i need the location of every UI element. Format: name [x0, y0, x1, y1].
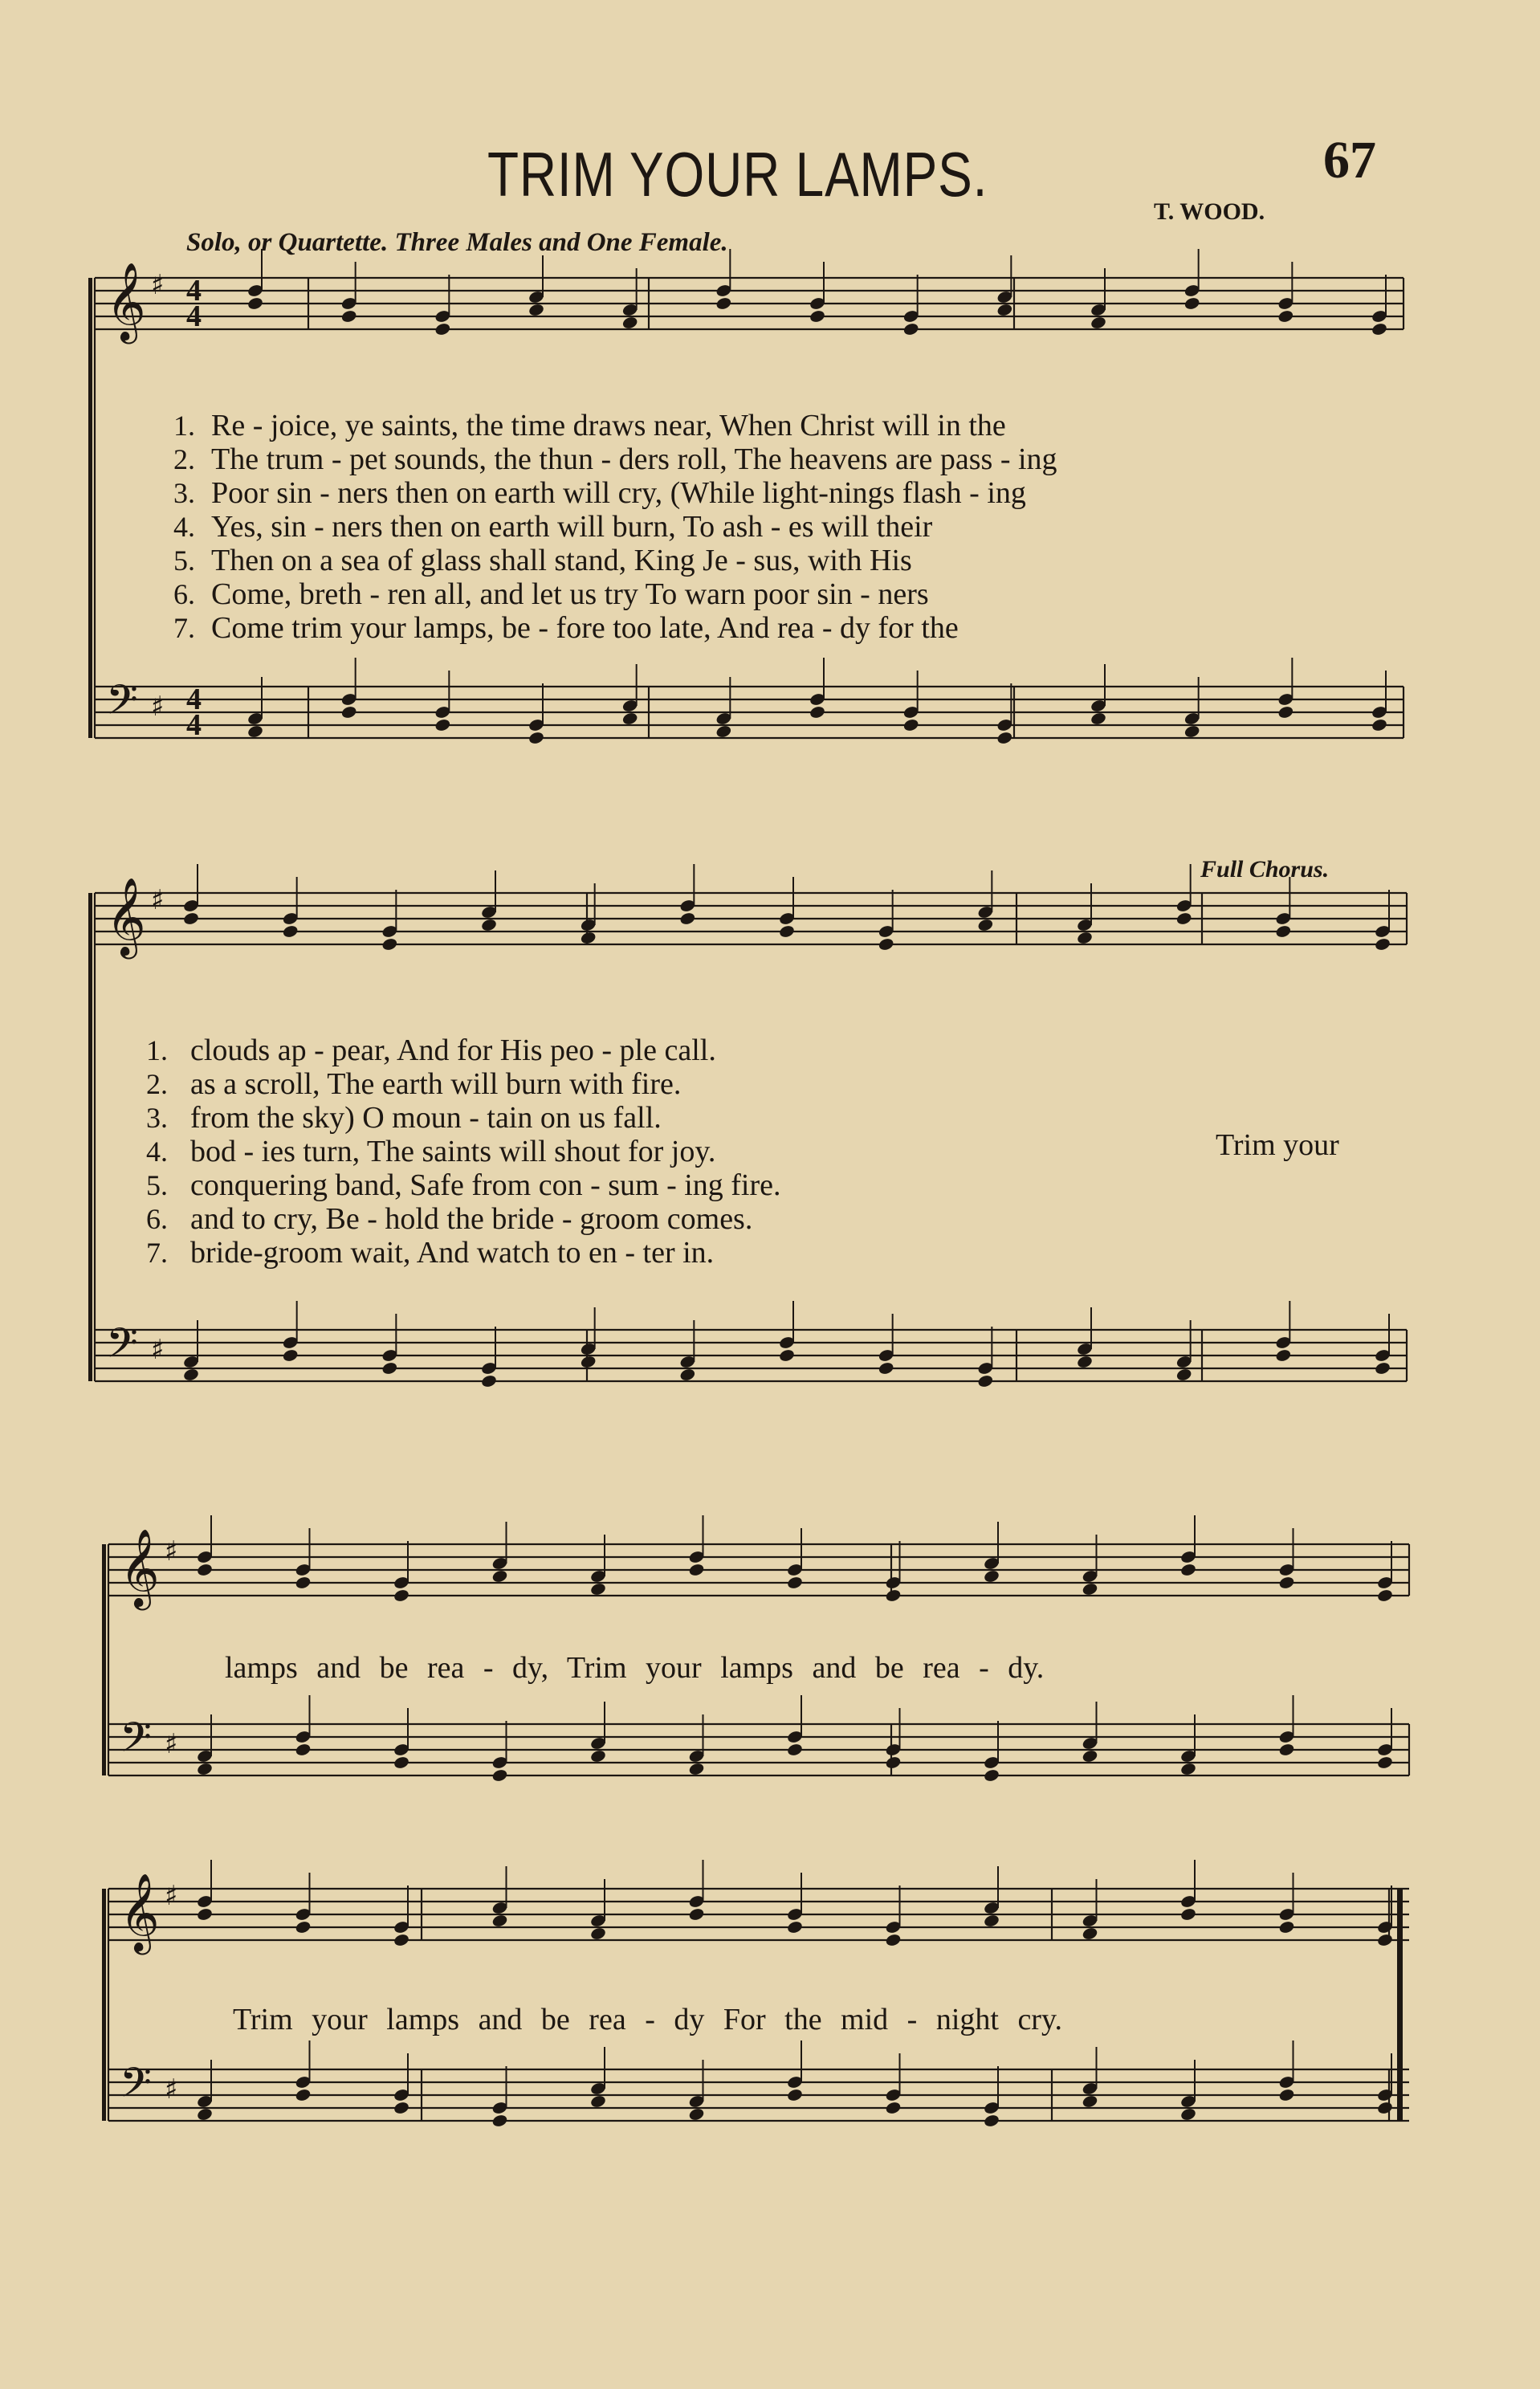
- notehead: [1179, 1563, 1196, 1577]
- sharp-icon: ♯: [151, 1334, 165, 1366]
- notehead: [983, 2114, 1000, 2128]
- sharp-icon: ♯: [151, 884, 165, 916]
- notehead: [480, 1374, 497, 1388]
- verse-text: The trum - pet sounds, the thun - ders roll, The heavens are pass - ing: [211, 442, 1057, 476]
- treble-clef-icon: 𝄞: [106, 877, 146, 956]
- verse-number: 1.: [146, 1034, 168, 1066]
- verse-line: [173, 475, 1026, 511]
- notehead: [580, 1355, 597, 1369]
- notehead: [885, 1755, 902, 1770]
- verse-number: 2.: [146, 1068, 168, 1100]
- verse-number: 1.: [173, 410, 195, 442]
- notehead: [1278, 1743, 1295, 1757]
- notehead: [1082, 1582, 1098, 1596]
- treble-clef-icon: 𝄞: [120, 1873, 160, 1951]
- notehead: [1374, 1361, 1391, 1376]
- notehead: [715, 296, 732, 311]
- verse-text: Poor sin - ners then on earth will cry, (While light-nings flash - ing: [211, 476, 1026, 510]
- notehead: [786, 1743, 803, 1757]
- time-signature: 4: [186, 300, 202, 333]
- notehead: [786, 1576, 803, 1590]
- notehead: [1076, 1355, 1093, 1369]
- notehead: [246, 724, 263, 739]
- verse-text: as a scroll, The earth will burn with fire.: [190, 1067, 682, 1101]
- verse-line: [173, 442, 1057, 477]
- notehead: [196, 1907, 213, 1922]
- page-number: 67: [1323, 131, 1376, 190]
- system-bracket-thick: [102, 1889, 106, 2121]
- time-signature: 4: [186, 708, 202, 742]
- notehead: [182, 911, 199, 926]
- notehead: [491, 1569, 508, 1584]
- notehead: [1090, 711, 1106, 726]
- notehead: [295, 1920, 312, 1934]
- notehead: [977, 1374, 994, 1388]
- notehead: [340, 309, 357, 324]
- sharp-icon: ♯: [151, 269, 165, 301]
- notehead: [786, 1920, 803, 1934]
- verse-text: Come, breth - ren all, and let us try To warn poor sin - ners: [211, 577, 929, 611]
- notehead: [878, 1361, 894, 1376]
- notehead: [688, 1907, 705, 1922]
- notehead: [393, 1755, 409, 1770]
- notehead: [778, 924, 795, 939]
- treble-clef-icon: 𝄞: [120, 1528, 160, 1607]
- sharp-icon: ♯: [165, 1535, 178, 1568]
- notehead: [1179, 1907, 1196, 1922]
- bass-clef-icon: 𝄢: [106, 1319, 138, 1377]
- verse-line: [146, 1100, 662, 1135]
- verse-line: [173, 509, 932, 544]
- chorus-lyric-line-2: Trim your lamps and be rea - dy For the mid - night cry.: [233, 2003, 1062, 2036]
- notehead: [878, 937, 894, 952]
- verse-line: [173, 610, 959, 646]
- notehead: [1275, 1348, 1292, 1363]
- notehead: [1090, 316, 1106, 330]
- notehead: [196, 2107, 213, 2122]
- notehead: [182, 1368, 199, 1382]
- notehead: [1376, 2101, 1393, 2115]
- verse-number: 7.: [173, 612, 195, 644]
- sharp-icon: ♯: [165, 1728, 178, 1760]
- notehead: [996, 731, 1013, 745]
- notehead: [1179, 1762, 1196, 1776]
- system-bracket-thick: [102, 1544, 106, 1775]
- verse-text: bride-groom wait, And watch to en - ter in.: [190, 1236, 715, 1270]
- notehead: [491, 2114, 508, 2128]
- verse-number: 2.: [173, 443, 195, 475]
- notehead: [196, 1563, 213, 1577]
- verse-number: 3.: [146, 1102, 168, 1134]
- performance-note: Solo, or Quartette. Three Males and One Female.: [186, 228, 728, 257]
- notehead: [393, 2101, 409, 2115]
- notehead: [688, 2107, 705, 2122]
- bass-clef-icon: 𝄢: [106, 675, 138, 734]
- notehead: [715, 724, 732, 739]
- notehead: [295, 2088, 312, 2102]
- notehead: [902, 322, 919, 336]
- verse-text: Re - joice, ye saints, the time draws near, When Christ will in the: [211, 409, 1006, 442]
- notehead: [381, 1361, 398, 1376]
- notehead: [1175, 911, 1192, 926]
- notehead: [885, 2101, 902, 2115]
- notehead: [528, 731, 544, 745]
- verse-line: [173, 543, 912, 578]
- notehead: [340, 705, 357, 720]
- notehead: [434, 718, 451, 732]
- time-signature: 4: [186, 274, 202, 308]
- notehead: [589, 1582, 606, 1596]
- full-chorus-label: Full Chorus.: [1200, 856, 1330, 883]
- chorus-start-lyric: Trim your: [1216, 1128, 1339, 1162]
- notehead: [589, 1749, 606, 1763]
- composer: T. WOOD.: [1154, 198, 1265, 225]
- notehead: [393, 1588, 409, 1603]
- notehead: [1374, 937, 1391, 952]
- verse-text: clouds ap - pear, And for His peo - ple call.: [190, 1033, 716, 1067]
- notehead: [621, 711, 638, 726]
- notehead: [688, 1563, 705, 1577]
- notehead: [885, 1588, 902, 1603]
- sharp-icon: ♯: [165, 2073, 178, 2106]
- treble-clef-icon: 𝄞: [106, 262, 146, 340]
- time-signature: 4: [186, 683, 202, 716]
- verse-line: [146, 1201, 752, 1237]
- verse-line: [146, 1134, 715, 1169]
- verse-text: bod - ies turn, The saints will shout for joy.: [190, 1135, 716, 1168]
- verse-line: [146, 1066, 681, 1102]
- notehead: [480, 918, 497, 932]
- verse-text: conquering band, Safe from con - sum - ing fire.: [190, 1168, 781, 1202]
- notehead: [381, 937, 398, 952]
- system-bracket-thick: [88, 893, 92, 1381]
- system-bracket-thick: [88, 278, 92, 738]
- verse-text: Then on a sea of glass shall stand, King Je - sus, with His: [211, 544, 912, 577]
- verse-number: 5.: [173, 544, 195, 577]
- notehead: [282, 1348, 299, 1363]
- notehead: [1278, 1920, 1295, 1934]
- final-barline: [1397, 1889, 1403, 2121]
- notehead: [996, 303, 1013, 317]
- notehead: [786, 2088, 803, 2102]
- notehead: [809, 309, 825, 324]
- notehead: [1371, 322, 1387, 336]
- notehead: [977, 918, 994, 932]
- verse-text: Come trim your lamps, be - fore too late, And rea - dy for the: [211, 611, 959, 645]
- bass-clef-icon: 𝄢: [120, 2058, 152, 2117]
- notehead: [1275, 924, 1292, 939]
- notehead: [295, 1743, 312, 1757]
- verse-number: 6.: [173, 578, 195, 610]
- notehead: [491, 1914, 508, 1928]
- notehead: [809, 705, 825, 720]
- notehead: [1184, 296, 1200, 311]
- notehead: [1376, 1933, 1393, 1947]
- verse-text: Yes, sin - ners then on earth will burn, To ash - es will their: [211, 510, 933, 544]
- verse-number: 6.: [146, 1203, 168, 1235]
- notehead: [679, 1368, 696, 1382]
- verse-number: 7.: [146, 1237, 168, 1269]
- notehead: [1184, 724, 1200, 739]
- notehead: [688, 1762, 705, 1776]
- notehead: [1082, 1926, 1098, 1941]
- sharp-icon: ♯: [151, 691, 165, 723]
- sharp-icon: ♯: [165, 1880, 178, 1912]
- verse-number: 4.: [146, 1135, 168, 1168]
- notehead: [295, 1576, 312, 1590]
- notehead: [1376, 1588, 1393, 1603]
- notehead: [589, 1926, 606, 1941]
- notehead: [1278, 1576, 1295, 1590]
- verse-line: [146, 1235, 714, 1270]
- notehead: [434, 322, 451, 336]
- verse-number: 5.: [146, 1169, 168, 1201]
- verse-line: [173, 408, 1006, 443]
- verse-line: [146, 1168, 781, 1203]
- notehead: [1278, 2088, 1295, 2102]
- notehead: [983, 1569, 1000, 1584]
- notehead: [1179, 2107, 1196, 2122]
- notehead: [1082, 2094, 1098, 2109]
- verse-text: from the sky) O moun - tain on us fall.: [190, 1101, 662, 1135]
- verse-text: and to cry, Be - hold the bride - groom comes.: [190, 1202, 753, 1236]
- chorus-lyric-line-1: lamps and be rea - dy, Trim your lamps and be rea - dy.: [225, 1651, 1045, 1685]
- notehead: [983, 1768, 1000, 1783]
- notehead: [580, 931, 597, 945]
- notehead: [1371, 718, 1387, 732]
- verse-number: 3.: [173, 477, 195, 509]
- notehead: [885, 1933, 902, 1947]
- notehead: [1376, 1755, 1393, 1770]
- notehead: [983, 1914, 1000, 1928]
- verse-line: [146, 1033, 716, 1068]
- notehead: [196, 1762, 213, 1776]
- notehead: [621, 316, 638, 330]
- notehead: [679, 911, 696, 926]
- notehead: [1082, 1749, 1098, 1763]
- notehead: [1277, 309, 1294, 324]
- notehead: [589, 2094, 606, 2109]
- notehead: [902, 718, 919, 732]
- bass-clef-icon: 𝄢: [120, 1713, 152, 1771]
- notehead: [393, 1933, 409, 1947]
- verse-number: 4.: [173, 511, 195, 543]
- notehead: [1076, 931, 1093, 945]
- notehead: [282, 924, 299, 939]
- notehead: [778, 1348, 795, 1363]
- verse-line: [173, 577, 929, 612]
- hymn-title: TRIM YOUR LAMPS.: [487, 139, 988, 210]
- notehead: [491, 1768, 508, 1783]
- notehead: [1175, 1368, 1192, 1382]
- notehead: [528, 303, 544, 317]
- notehead: [246, 296, 263, 311]
- notehead: [1277, 705, 1294, 720]
